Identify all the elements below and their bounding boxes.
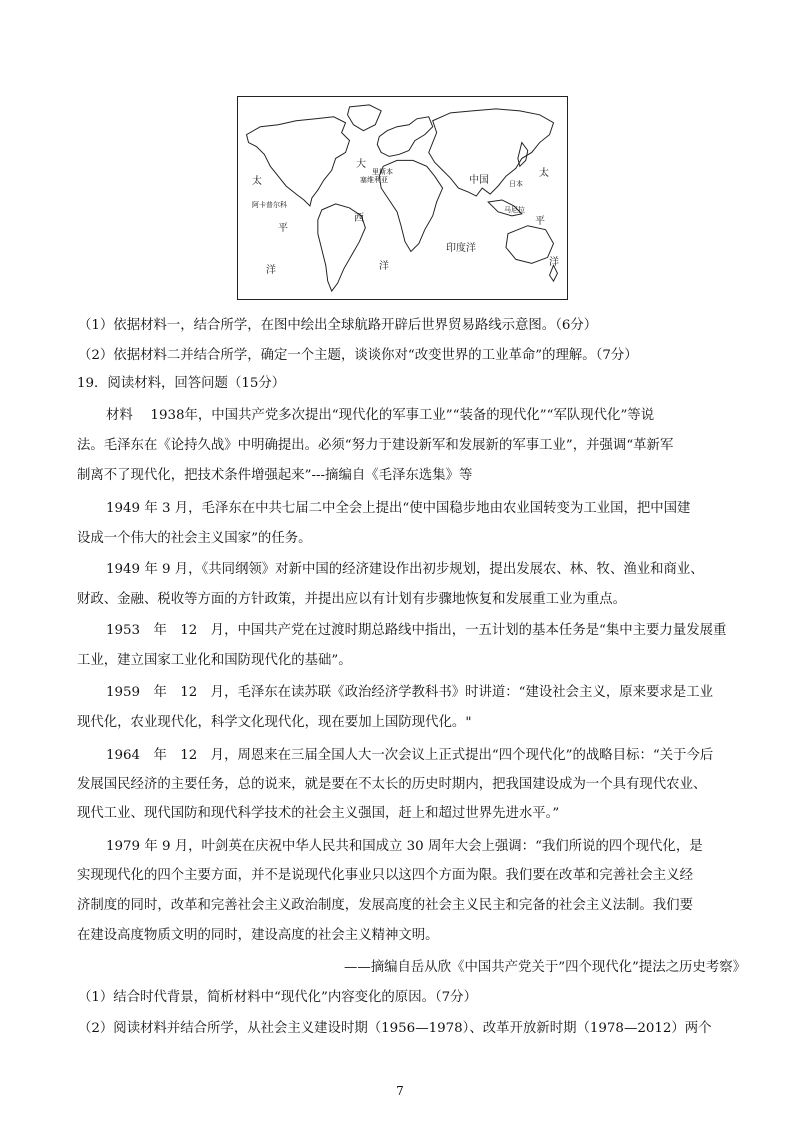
material-line: 材料 1938年，中国共产党多次提出“现代化的军事工业”“装备的现代化”“军队现代化”等说: [106, 408, 655, 423]
map-label-yang-left: 洋: [266, 265, 276, 276]
world-map: [237, 96, 568, 300]
map-label-lisbon: 里斯本: [372, 168, 393, 176]
material-line: 现代工业、现代国防和现代科学技术的社会主义强国，赶上和超过世界先进水平。”: [77, 806, 560, 821]
question-19-2: （2）阅读材料并结合所学，从社会主义建设时期（1956—1978）、改革开放新时期（1978—2012）两个: [78, 1021, 712, 1036]
greenland-outline: [348, 105, 382, 131]
map-label-china: 中国: [469, 175, 489, 186]
material-line: 财政、金融、税收等方面的方针政策，并提出应以有计划有步骤地恢复和发展重工业为重点。: [77, 592, 627, 607]
map-label-tai-right: 太: [539, 168, 549, 179]
australia-outline: [506, 226, 554, 264]
material-line: 1959 年 12 月，毛泽东在读苏联《政治经济学教科书》时讲道：“建设社会主义，原来要求是工业: [106, 685, 713, 700]
map-label-da: 大: [356, 159, 366, 170]
material-line: 发展国民经济的主要任务，总的说来，就是要在不太长的历史时期内，把我国建设成为一个具有现代农业、: [77, 777, 707, 792]
map-label-yang-mid: 洋: [379, 261, 389, 272]
page-number: 7: [396, 1084, 404, 1098]
asia-outline: [429, 109, 554, 196]
world-map-outline: [238, 97, 567, 299]
material-line: 在建设高度物质文明的同时，建设高度的社会主义精神文明。: [77, 928, 439, 943]
material-line: 1953 年 12 月，中国共产党在过渡时期总路线中指出，一五计划的基本任务是“集中主要力量发展重: [106, 623, 727, 638]
material-line: 1949 年 9 月，《共同纲领》对新中国的经济建设作出初步规划，提出发展农、林、牧、渔业和商业、: [106, 562, 704, 577]
map-label-ping-right: 平: [535, 216, 545, 227]
question-19-title: 19．阅读材料，回答问题（15分）: [77, 376, 286, 391]
europe-outline: [377, 117, 432, 157]
question-19-1: （1）结合时代背景，简析材料中“现代化”内容变化的原因。（7分）: [78, 990, 477, 1005]
north-america-outline: [247, 117, 350, 206]
japan-outline: [518, 143, 528, 167]
material-line: 济制度的同时，改革和完善社会主义政治制度，发展高度的社会主义民主和完备的社会主义法制。我们要: [77, 898, 693, 913]
question-18-1: （1）依据材料一，结合所学，在图中绘出全球航路开辟后世界贸易路线示意图。（6分）: [78, 318, 598, 333]
map-label-yang-right: 洋: [549, 257, 559, 268]
map-label-tai-left: 太: [252, 176, 262, 187]
material-source: ——摘编自岳从欣《中国共产党关于”四个现代化”提法之历史考察》: [343, 960, 746, 975]
map-label-japan: 日本: [509, 180, 523, 188]
material-line: 设成一个伟大的社会主义国家”的任务。: [77, 531, 312, 546]
map-label-seville: 塞维利亚: [360, 176, 388, 184]
material-line: 制离不了现代化，把技术条件增强起来”---摘编自《毛泽东选集》等: [77, 468, 473, 483]
material-line: 1964 年 12 月，周恩来在三届全国人大一次会议上正式提出“四个现代化”的战略目标：“关于今后: [106, 748, 714, 763]
map-label-manila: 马尼拉: [504, 206, 525, 214]
map-label-indian-ocean: 印度洋: [446, 243, 476, 254]
material-line: 现代化，农业现代化，科学文化现代化，现在要加上国防现代化。": [77, 715, 472, 730]
material-line: 工业，建立国家工业化和国防现代化的基础”。: [77, 653, 352, 668]
map-label-acapulco: 阿卡普尔科: [252, 201, 287, 209]
map-label-xi: 西: [354, 213, 364, 224]
question-18-2: （2）依据材料二并结合所学，确定一个主题，谈谈你对“改变世界的工业革命”的理解。（7分）: [78, 348, 638, 363]
material-line: 1979 年 9 月，叶剑英在庆祝中华人民共和国成立 30 周年大会上强调：“我们所说的四个现代化，是: [106, 839, 703, 854]
map-label-ping-left: 平: [278, 223, 288, 234]
material-line: 法。毛泽东在《论持久战》中明确提出。必须“努力于建设新军和发展新的军事工业”，并强调“革新军: [77, 438, 674, 453]
material-line: 1949 年 3 月，毛泽东在中共七届二中全会上提出“使中国稳步地由农业国转变为工业国，把中国建: [106, 501, 691, 516]
material-line: 实现现代化的四个主要方面，并不是说现代化事业只以这四个方面为限。我们要在改革和完善社会主义经: [77, 868, 693, 883]
